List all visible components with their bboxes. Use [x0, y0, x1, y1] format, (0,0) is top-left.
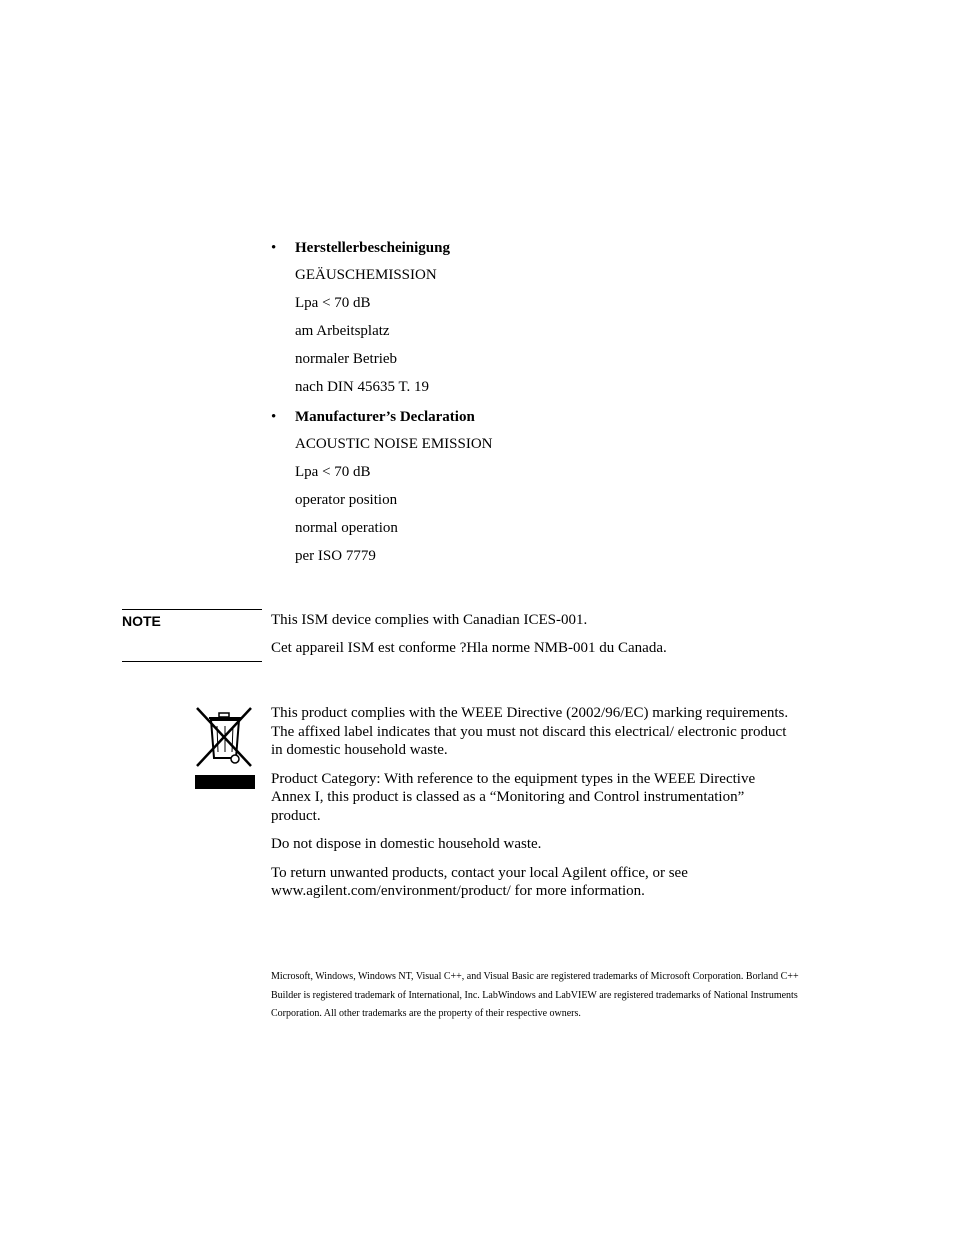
declaration-line: nach DIN 45635 T. 19 [295, 379, 430, 395]
declaration-line: normal operation [295, 520, 398, 536]
weee-paragraph: Do not dispose in domestic household waste. [271, 836, 542, 852]
declaration-line: operator position [295, 492, 398, 508]
declaration-line: GEÄUSCHEMISSION [295, 267, 437, 283]
declaration-line: per ISO 7779 [295, 548, 376, 564]
declaration-line: Lpa < 70 dB [295, 295, 371, 311]
bullet-icon: • [271, 240, 277, 256]
note-top-rule [122, 609, 262, 610]
trademarks-notice: Microsoft, Windows, Windows NT, Visual C++, and Visual Basic are registered trademarks of Microsoft Corporation. Borland C++ Builder is registered trademark of International, Inc. LabWindows and LabVIEW are registered trademarks of National Instruments Corporation. All other trademarks are the property of their respective owners. [271, 971, 799, 1019]
bullet-icon: • [271, 409, 277, 425]
declaration-line: am Arbeitsplatz [295, 323, 390, 339]
declaration-line: ACOUSTIC NOISE EMISSION [295, 436, 493, 452]
weee-paragraph: This product complies with the WEEE Directive (2002/96/EC) marking requirements. The affixed label indicates that you must not discard this electrical/ electronic product in domestic household waste. [271, 705, 789, 758]
note-label: NOTE [122, 613, 161, 629]
declaration-line: Lpa < 70 dB [295, 464, 371, 480]
declaration-title: Manufacturer’s Declaration [295, 409, 475, 425]
weee-paragraph: Product Category: With reference to the equipment types in the WEEE Directive Annex I, this product is classed as a “Monitoring and Control instrumentation” product. [271, 770, 756, 824]
weee-notice [271, 704, 791, 911]
declaration-title: Herstellerbescheinigung [295, 240, 450, 256]
note-bottom-rule [122, 661, 262, 662]
note-text: This ISM device complies with Canadian ICES-001. [271, 612, 588, 628]
crossed-out-wheelie-bin-icon [195, 706, 255, 790]
note-text: Cet appareil ISM est conforme ?Hla norme NMB-001 du Canada. [271, 640, 667, 656]
weee-paragraph: To return unwanted products, contact your local Agilent office, or see www.agilent.com/environment/product/ for more information. [271, 864, 688, 899]
declaration-line: normaler Betrieb [295, 351, 398, 367]
